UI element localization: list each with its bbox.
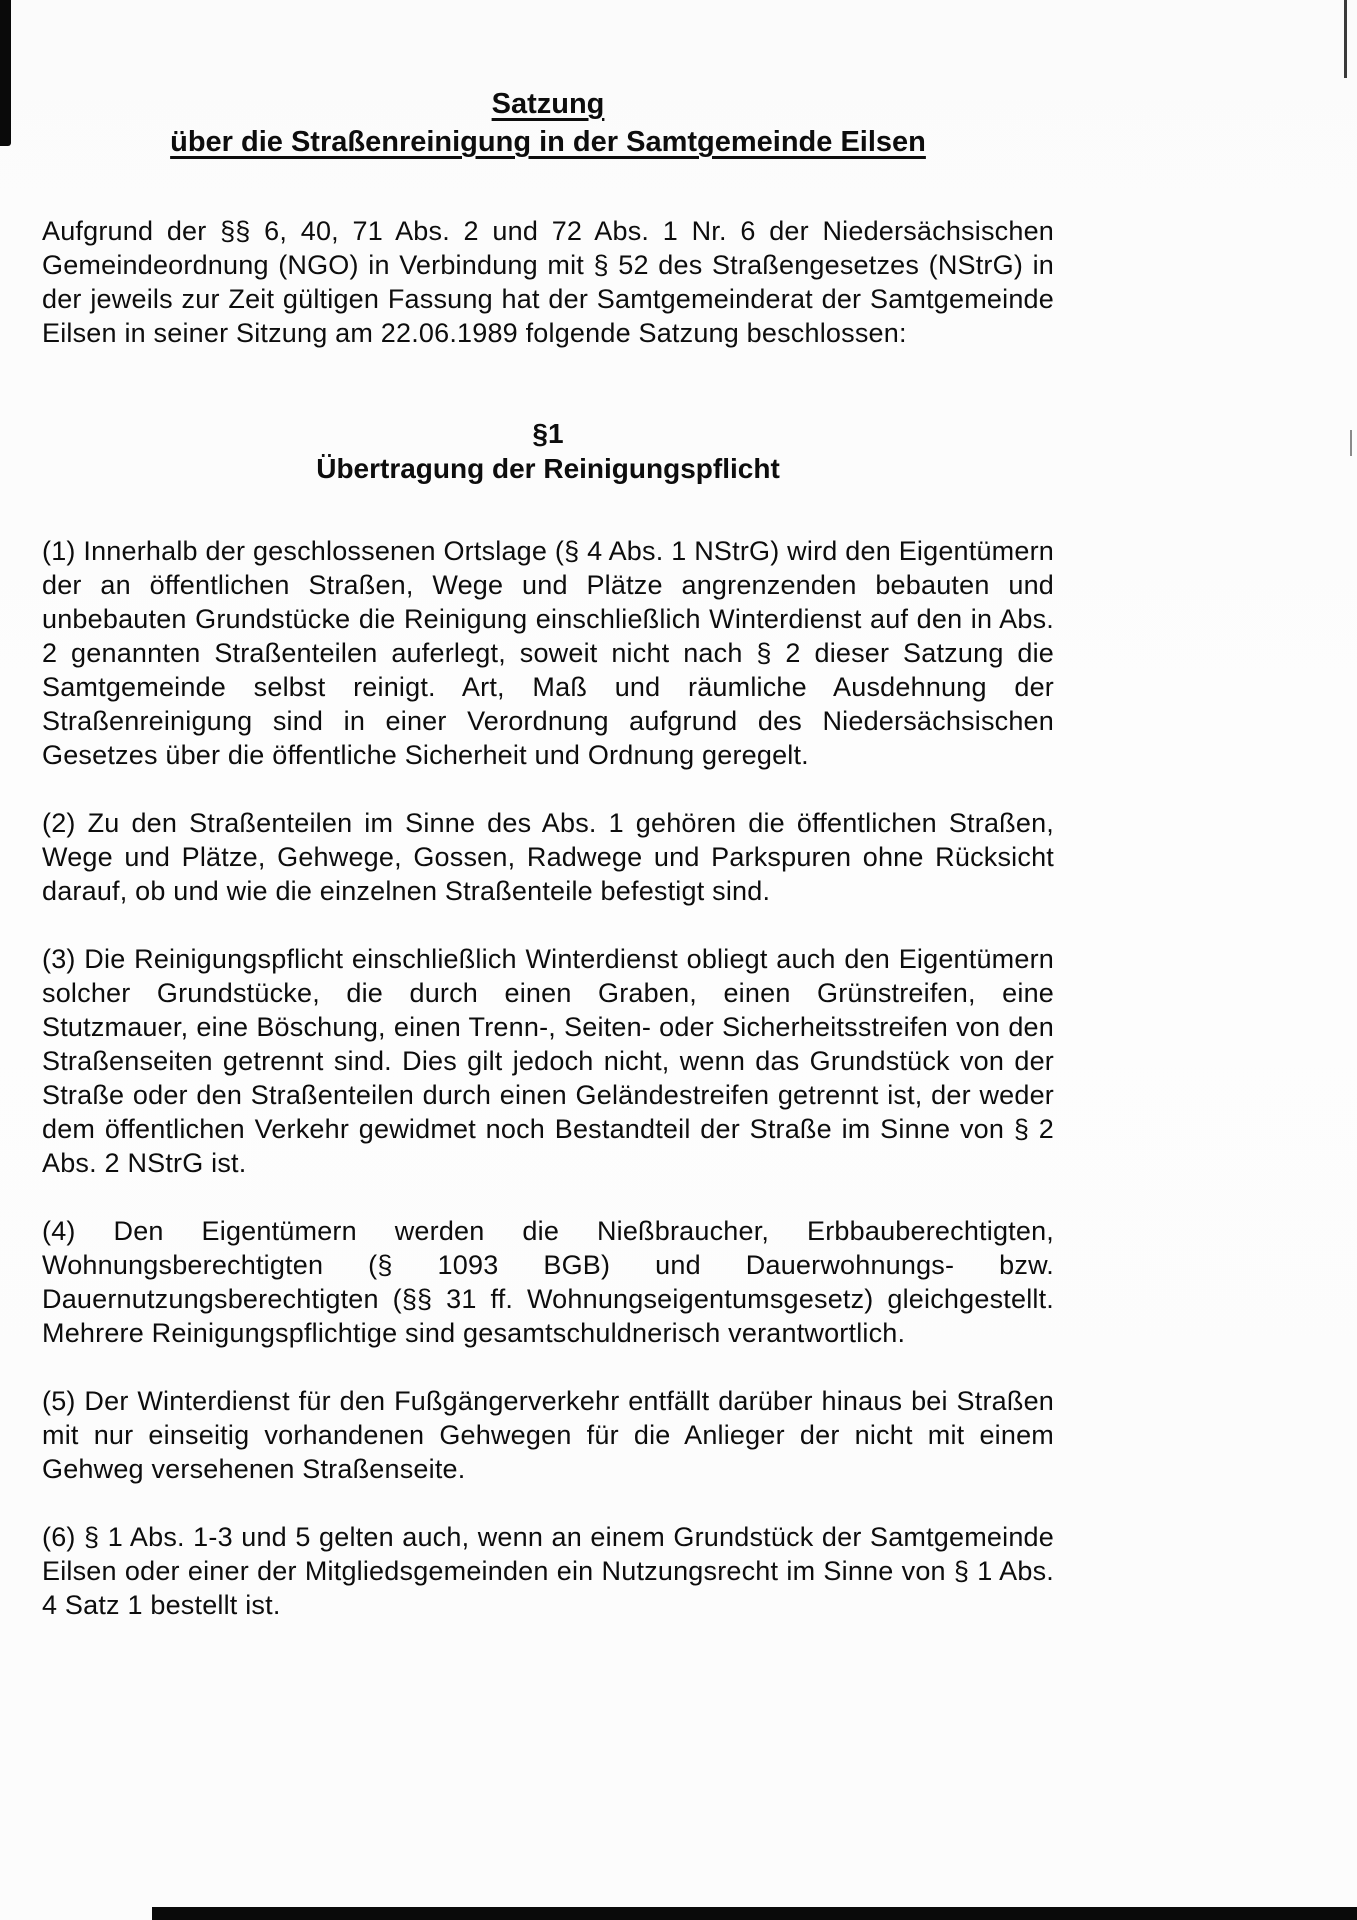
section-1-heading <box>42 416 1054 486</box>
document-subtitle: über die Straßenreinigung in der Samtgemeinde Eilsen <box>170 126 926 158</box>
scan-artifact-right-line <box>1344 0 1347 78</box>
paragraph-abs-2: (2) Zu den Straßenteilen im Sinne des Abs. 1 gehören die öffentlichen Straßen, Wege und Plätze, Gehwege, Gossen, Radwege und Parkspuren ohne Rücksicht darauf, ob und wie die einzelnen Straßenteile befestigt sind. <box>42 808 1054 906</box>
section-1-number: §1 <box>532 418 564 449</box>
paragraph-abs-6: (6) § 1 Abs. 1-3 und 5 gelten auch, wenn an einem Grundstück der Samtgemeinde Eilsen oder einer der Mitgliedsgemeinden ein Nutzungsrecht im Sinne von § 1 Abs. 4 Satz 1 bestellt ist. <box>42 1522 1054 1620</box>
paragraph-abs-3: (3) Die Reinigungspflicht einschließlich Winterdienst obliegt auch den Eigentümern solcher Grundstücke, die durch einen Graben, einen Grünstreifen, eine Stutzmauer, eine Böschung, einen Trenn-, Seiten- oder Sicherheitsstreifen von den Straßenseiten getrennt sind. Dies gilt jedoch nicht, wenn das Grundstück von der Straße oder den Straßenteilen durch einen Geländestreifen getrennt ist, der weder dem öffentlichen Verkehr gewidmet noch Bestandteil der Straße im Sinne von § 2 Abs. 2 NStrG ist. <box>42 944 1054 1178</box>
preamble-paragraph: Aufgrund der §§ 6, 40, 71 Abs. 2 und 72 Abs. 1 Nr. 6 der Niedersächsischen Gemeindeordnung (NGO) in Verbindung mit § 52 des Straßengesetzes (NStrG) in der jeweils zur Zeit gültigen Fassung hat der Samtgemeinderat der Samtgemeinde Eilsen in seiner Sitzung am 22.06.1989 folgende Satzung beschlossen: <box>42 216 1054 348</box>
paragraph-abs-1: (1) Innerhalb der geschlossenen Ortslage (§ 4 Abs. 1 NStrG) wird den Eigentümern der an öffentlichen Straßen, Wege und Plätze angrenzenden bebauten und unbebauten Grundstücke die Reinigung einschließlich Winterdienst auf den in Abs. 2 genannten Straßenteilen auferlegt, soweit nicht nach § 2 dieser Satzung die Samtgemeinde selbst reinigt. Art, Maß und räumliche Ausdehnung der Straßenreinigung sind in einer Verordnung aufgrund des Niedersächsischen Gesetzes über die öffentliche Sicherheit und Ordnung geregelt. <box>42 536 1054 770</box>
section-1-title: Übertragung der Reinigungspflicht <box>316 453 780 484</box>
scan-artifact-bottom-bar <box>152 1907 1357 1920</box>
document-title-block <box>42 86 1054 162</box>
document-content <box>42 86 1054 1656</box>
scan-artifact-left-bar <box>0 0 11 146</box>
paragraph-abs-4: (4) Den Eigentümern werden die Nießbraucher, Erbbauberechtigten, Wohnungsberechtigten (§ 1093 BGB) und Dauerwohnungs- bzw. Dauernutzungsberechtigten (§§ 31 ff. Wohnungseigentumsgesetz) gleichgestellt. Mehrere Reinigungspflichtige sind gesamtschuldnerisch verantwortlich. <box>42 1216 1054 1348</box>
paragraph-abs-5: (5) Der Winterdienst für den Fußgängerverkehr entfällt darüber hinaus bei Straßen mit nur einseitig vorhandenen Gehwegen für die Anlieger der nicht mit einem Gehweg versehenen Straßenseite. <box>42 1386 1054 1484</box>
document-title: Satzung <box>491 88 605 120</box>
scan-artifact-right-tick <box>1350 430 1352 456</box>
